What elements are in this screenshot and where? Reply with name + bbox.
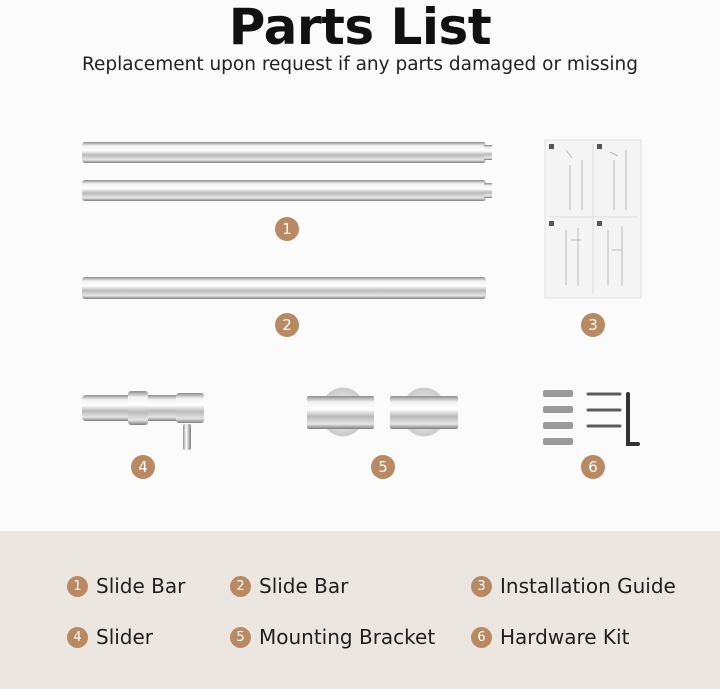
legend-item-2: [230, 574, 348, 598]
part-badge-2: 2: [275, 313, 299, 337]
legend-item-5: [230, 625, 435, 649]
legend-number-1: 1: [67, 576, 88, 597]
page-subtitle: Replacement upon request if any parts damaged or missing: [82, 54, 638, 75]
slider-image: [82, 391, 204, 450]
legend-item-3: [471, 574, 676, 598]
legend-item-4: [67, 625, 153, 649]
legend-label-1: Slide Bar: [96, 574, 186, 598]
parts-legend: [0, 531, 720, 689]
part-badge-3: 3: [581, 313, 605, 337]
legend-number-6: 6: [471, 627, 492, 648]
hardware-kit-image: [543, 390, 638, 445]
page-title: Parts List: [228, 0, 492, 56]
legend-label-5: Mounting Bracket: [259, 625, 436, 649]
slide-bar-1-image: [82, 142, 492, 201]
part-badge-4: 4: [131, 455, 155, 479]
part-badge-5: 5: [371, 455, 395, 479]
installation-guide-image: [545, 140, 641, 298]
legend-number-3: 3: [471, 576, 492, 597]
legend-label-2: Slide Bar: [259, 574, 349, 598]
mounting-bracket-image: [307, 388, 458, 436]
legend-item-6: [471, 625, 629, 649]
legend-label-4: Slider: [96, 625, 154, 649]
legend-number-4: 4: [67, 627, 88, 648]
legend-label-3: Installation Guide: [500, 574, 676, 598]
legend-label-6: Hardware Kit: [500, 625, 630, 649]
legend-item-1: [67, 574, 185, 598]
slide-bar-2-image: [82, 277, 486, 299]
part-badge-1: 1: [275, 217, 299, 241]
part-badge-6: 6: [581, 455, 605, 479]
legend-number-5: 5: [230, 627, 251, 648]
legend-number-2: 2: [230, 576, 251, 597]
